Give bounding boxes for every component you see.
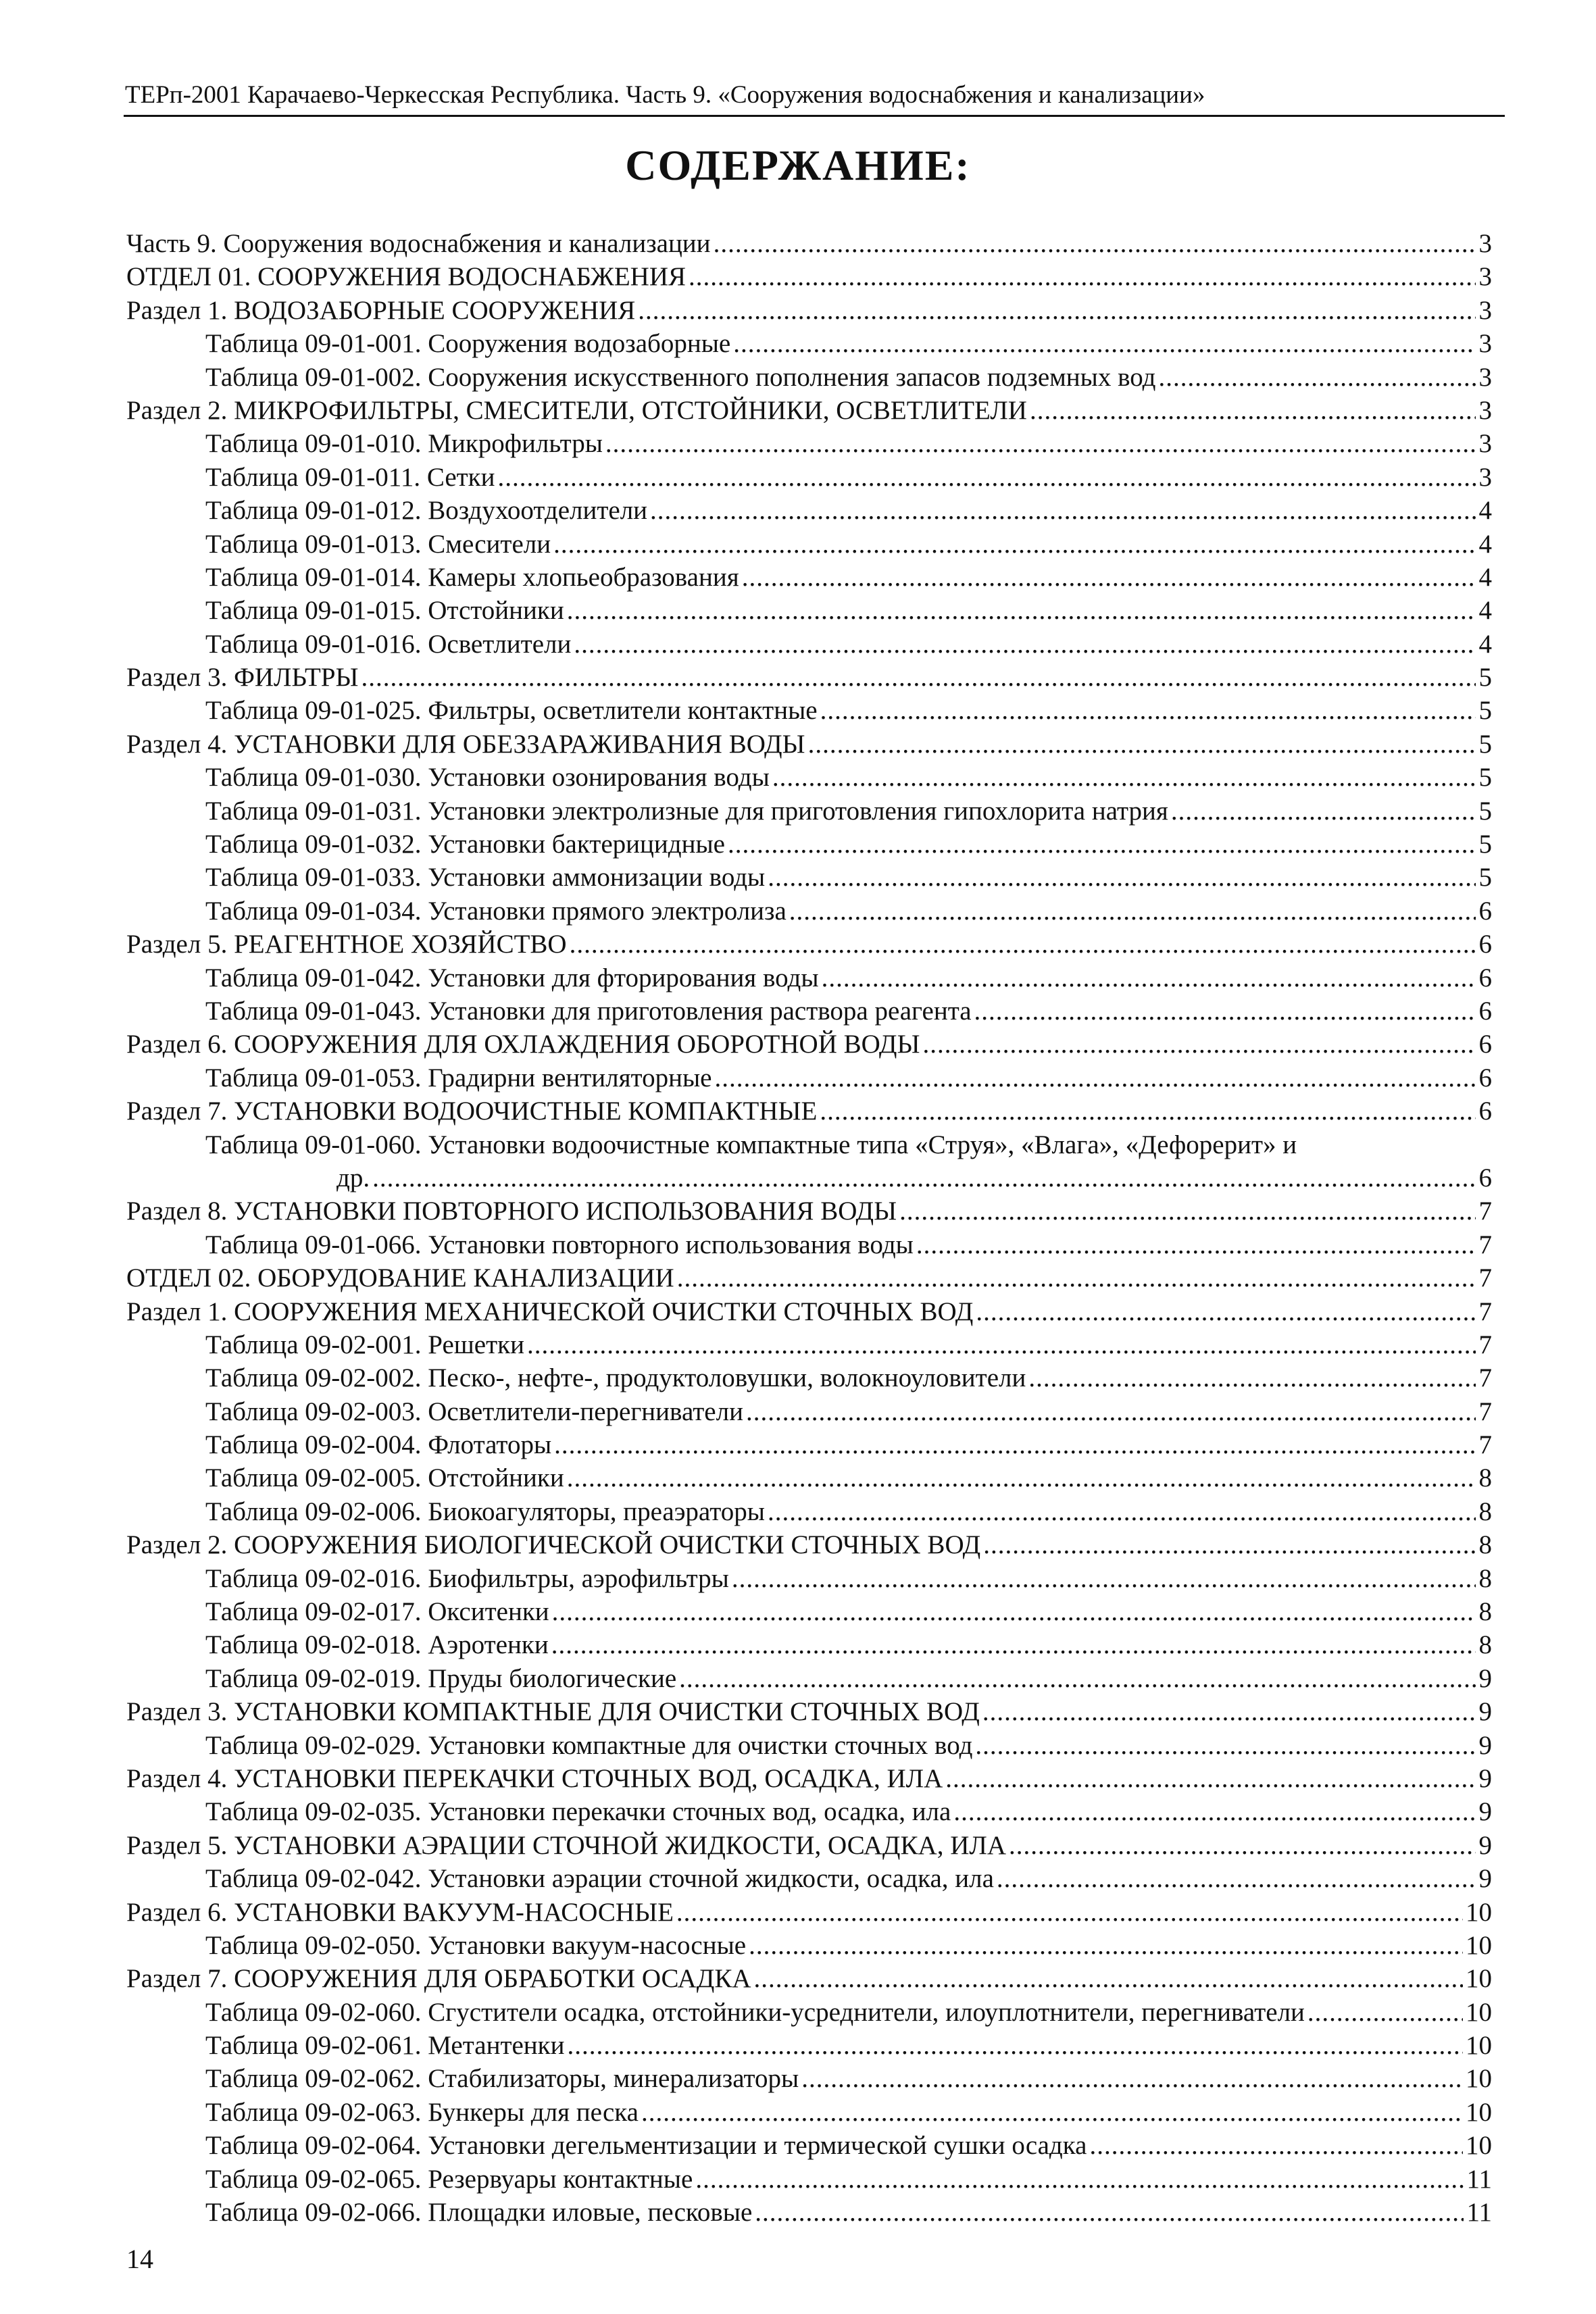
toc-entry-text: Часть 9. Сооружения водоснабжения и канализации [126,229,711,258]
toc-table-entry[interactable] [126,995,1492,1028]
toc-page-number: 6 [1478,930,1492,959]
header-rule [124,115,1505,117]
toc-leader-dots [638,294,1476,327]
toc-page-number: 6 [1478,1030,1492,1059]
toc-leader-dots [1009,1829,1476,1862]
toc-entry-text: Таблица 09-01-015. Отстойники [205,596,564,626]
toc-section-entry[interactable] [126,1028,1492,1061]
toc-table-entry[interactable] [126,1395,1492,1428]
toc-table-entry[interactable] [126,2163,1492,2196]
toc-page-number: 9 [1478,1663,1492,1693]
toc-entry-text: Таблица 09-01-025. Фильтры, осветлители контактные [205,696,818,726]
toc-page-number: 10 [1466,2097,1492,2127]
running-header: ТЕРп-2001 Карачаево-Черкесская Республика. Часть 9. «Сооружения водоснабжения и канализации» [125,81,1205,109]
page-number: 14 [126,2244,153,2274]
toc-table-entry[interactable] [126,327,1492,360]
toc-entry-text: Раздел 3. ФИЛЬТРЫ [126,663,359,693]
toc-leader-dots [361,661,1476,694]
toc-entry-text: Таблица 09-01-014. Камеры хлопьеобразования [205,562,739,592]
toc-entry-text: Таблица 09-02-035. Установки перекачки сточных вод, осадка, ила [205,1797,951,1827]
toc-entry-text: Таблица 09-02-062. Стабилизаторы, минерализаторы [205,2064,799,2094]
toc-page-number: 5 [1478,663,1492,693]
toc-page-number: 7 [1478,1263,1492,1293]
toc-page-number: 8 [1478,1630,1492,1660]
toc-entry-text: Раздел 8. УСТАНОВКИ ПОВТОРНОГО ИСПОЛЬЗОВАНИЯ ВОДЫ [126,1197,897,1226]
table-of-contents [126,227,1492,2229]
toc-entry-text: Таблица 09-01-031. Установки электролизные для приготовления гипохлорита натрия [205,796,1168,826]
toc-table-entry[interactable] [126,528,1492,561]
toc-entry-text: Таблица 09-01-043. Установки для приготовления раствора реагента [205,996,972,1026]
toc-page-number: 9 [1478,1763,1492,1793]
toc-leader-dots [676,1896,1463,1929]
toc-page-number: 9 [1478,1730,1492,1760]
toc-leader-dots [742,561,1476,594]
toc-leader-dots [650,494,1476,527]
toc-leader-dots [567,594,1476,627]
toc-entry-text: Таблица 09-01-001. Сооружения водозаборные [205,329,731,359]
toc-leader-dots [605,427,1476,460]
toc-entry-text: Раздел 2. СООРУЖЕНИЯ БИОЛОГИЧЕСКОЙ ОЧИСТКИ СТОЧНЫХ ВОД [126,1530,981,1560]
toc-leader-dots [754,1962,1463,1995]
toc-page-number: 7 [1478,1297,1492,1326]
toc-leader-dots [749,1929,1463,1962]
toc-entry-text: Таблица 09-02-060. Сгустители осадка, отстойники-усреднители, илоуплотнители, перегниватели [205,1997,1305,2027]
toc-entry-text: ОТДЕЛ 01. СООРУЖЕНИЯ ВОДОСНАБЖЕНИЯ [126,262,687,292]
toc-leader-dots [945,1762,1476,1795]
toc-page-number: 7 [1478,1430,1492,1460]
toc-page-number: 6 [1478,1163,1492,1192]
toc-section-entry[interactable] [126,1295,1492,1328]
toc-page-number: 5 [1478,830,1492,859]
toc-entry-text: Таблица 09-02-065. Резервуары контактные [205,2164,693,2194]
page-title: СОДЕРЖАНИЕ: [625,141,971,189]
toc-page-number: 9 [1478,1830,1492,1860]
toc-leader-dots [498,461,1476,494]
toc-leader-dots [820,694,1476,727]
toc-table-entry[interactable] [126,861,1492,894]
toc-section-entry[interactable] [126,1261,1492,1294]
toc-page-number: 6 [1478,996,1492,1026]
toc-page-number: 4 [1478,596,1492,626]
toc-leader-dots [733,327,1476,360]
toc-entry-text: Раздел 7. СООРУЖЕНИЯ ДЛЯ ОБРАБОТКИ ОСАДКА [126,1964,751,1994]
toc-entry-text: Таблица 09-02-005. Отстойники [205,1463,564,1493]
toc-entry-text: Раздел 6. УСТАНОВКИ ВАКУУМ-НАСОСНЫЕ [126,1897,674,1927]
toc-table-entry[interactable] [126,961,1492,995]
toc-leader-dots [820,1095,1476,1128]
toc-page-number: 3 [1478,329,1492,359]
toc-page-number: 5 [1478,863,1492,892]
toc-leader-dots [527,1328,1476,1361]
toc-page-number: 11 [1466,2198,1492,2228]
toc-section-entry[interactable] [126,1829,1492,1862]
toc-table-entry[interactable] [126,828,1492,861]
toc-entry-text: Таблица 09-02-016. Биофильтры, аэрофильтры [205,1563,729,1593]
toc-page-number: 11 [1466,2164,1492,2194]
toc-section-entry[interactable] [126,728,1492,761]
toc-entry-text: Таблица 09-02-064. Установки дегельментизации и термической сушки осадка [205,2131,1087,2161]
toc-entry-text: Таблица 09-02-001. Решетки [205,1330,524,1359]
toc-page-number: 10 [1466,1997,1492,2027]
toc-table-entry[interactable] [126,1996,1492,2029]
toc-table-entry[interactable] [126,2129,1492,2162]
toc-table-entry[interactable] [126,795,1492,828]
toc-section-entry[interactable] [126,294,1492,327]
toc-leader-dots [976,1295,1476,1328]
toc-leader-dots [552,1595,1476,1628]
toc-entry-text: Таблица 09-01-011. Сетки [205,462,495,492]
toc-section-entry[interactable] [126,227,1492,260]
toc-table-entry[interactable] [126,1562,1492,1595]
toc-page-number: 10 [1466,2131,1492,2161]
toc-table-entry[interactable] [126,461,1492,494]
toc-page-number: 8 [1478,1496,1492,1526]
toc-page-number: 3 [1478,395,1492,425]
toc-page-number: 6 [1478,963,1492,992]
toc-entry-text: Таблица 09-02-042. Установки аэрации сточной жидкости, осадка, ила [205,1864,994,1894]
toc-entry-text: Таблица 09-02-003. Осветлители-перегниватели [205,1397,743,1426]
toc-entry-text: Раздел 4. УСТАНОВКИ ПЕРЕКАЧКИ СТОЧНЫХ ВОД, ОСАДКА, ИЛА [126,1763,943,1793]
toc-page-number: 8 [1478,1530,1492,1560]
toc-leader-dots [568,2029,1464,2062]
toc-entry-text: Таблица 09-02-029. Установки компактные для очистки сточных вод [205,1730,973,1760]
toc-section-entry[interactable] [126,1194,1492,1228]
toc-page-number: 5 [1478,729,1492,759]
toc-leader-dots [916,1228,1476,1261]
toc-leader-dots [1028,1361,1476,1394]
toc-page-number: 7 [1478,1197,1492,1226]
toc-table-entry[interactable] [126,1628,1492,1661]
toc-table-entry[interactable] [126,761,1492,794]
toc-page-number: 9 [1478,1864,1492,1894]
toc-table-entry[interactable] [126,1361,1492,1394]
toc-leader-dots [1030,394,1476,427]
toc-leader-dots [789,895,1476,928]
toc-leader-dots [772,761,1476,794]
toc-entry-text: Таблица 09-01-042. Установки для фторирования воды [205,963,819,992]
toc-table-entry[interactable] [126,2062,1492,2095]
toc-leader-dots [574,628,1476,661]
toc-section-entry[interactable] [126,1695,1492,1728]
toc-entry-text: Таблица 09-01-053. Градирни вентиляторные [205,1063,712,1092]
toc-page-number: 3 [1478,429,1492,459]
toc-table-entry[interactable] [126,1795,1492,1828]
toc-table-entry[interactable] [126,1328,1492,1361]
toc-section-entry[interactable] [126,661,1492,694]
toc-table-entry[interactable] [126,1729,1492,1762]
toc-section-entry[interactable] [126,1528,1492,1561]
toc-page-number: 10 [1466,1897,1492,1927]
toc-section-entry[interactable] [126,260,1492,293]
toc-leader-dots [372,1161,1476,1194]
toc-page-number: 6 [1478,1097,1492,1126]
toc-table-entry[interactable] [126,361,1492,394]
toc-leader-dots [755,2196,1464,2229]
toc-page-number: 7 [1478,1230,1492,1259]
toc-page-number: 6 [1478,1063,1492,1092]
toc-table-entry[interactable] [126,561,1492,594]
toc-section-entry[interactable] [126,1896,1492,1929]
toc-leader-dots [1307,1996,1463,2029]
toc-page-number: 10 [1466,2064,1492,2094]
toc-leader-dots [570,928,1476,961]
toc-table-entry[interactable] [126,1161,1492,1194]
toc-leader-dots [1089,2129,1463,2162]
toc-entry-text: Таблица 09-02-004. Флотаторы [205,1430,552,1460]
toc-entry-text: Раздел 7. УСТАНОВКИ ВОДООЧИСТНЫЕ КОМПАКТНЫЕ [126,1097,818,1126]
toc-page-number: 5 [1478,763,1492,793]
toc-entry-text: Таблица 09-01-032. Установки бактерицидные [205,830,725,859]
toc-section-entry[interactable] [126,394,1492,427]
toc-page-number: 7 [1478,1330,1492,1359]
toc-entry-text: Таблица 09-01-016. Осветлители [205,629,572,659]
toc-leader-dots [567,1461,1476,1494]
toc-page-number: 3 [1478,462,1492,492]
toc-leader-dots [714,227,1476,260]
toc-entry-text: Таблица 09-02-017. Окситенки [205,1597,549,1627]
toc-page-number: 9 [1478,1797,1492,1827]
toc-page-number: 8 [1478,1463,1492,1493]
toc-table-entry[interactable] [126,1461,1492,1494]
toc-entry-text: Таблица 09-01-013. Смесители [205,529,551,559]
toc-leader-dots [1171,795,1476,828]
toc-leader-dots [1159,361,1476,394]
toc-leader-dots [746,1395,1476,1428]
toc-page-number: 7 [1478,1397,1492,1426]
toc-leader-dots [768,1495,1476,1528]
toc-leader-dots [553,528,1476,561]
toc-leader-dots [728,828,1476,861]
toc-page-number: 6 [1478,896,1492,926]
toc-table-entry[interactable] [126,895,1492,928]
toc-page-number: 7 [1478,1363,1492,1393]
toc-leader-dots [975,1729,1476,1762]
toc-entry-text: Таблица 09-01-060. Установки водоочистные компактные типа «Струя», «Влага», «Дефорерит» и [205,1130,1297,1159]
toc-entry-text: Таблица 09-02-018. Аэротенки [205,1630,549,1660]
toc-entry-text: Таблица 09-02-066. Площадки иловые, песковые [205,2198,753,2228]
toc-leader-dots [974,995,1476,1028]
toc-page-number: 10 [1466,2031,1492,2061]
toc-page-number: 5 [1478,696,1492,726]
toc-leader-dots [801,2062,1463,2095]
toc-entry-text: Таблица 09-02-002. Песко-, нефте-, продуктоловушки, волокноуловители [205,1363,1026,1393]
toc-entry-text: Раздел 6. СООРУЖЕНИЯ ДЛЯ ОХЛАЖДЕНИЯ ОБОРОТНОЙ ВОДЫ [126,1030,920,1059]
toc-entry-text: др. [336,1163,370,1192]
toc-entry-text: Раздел 5. УСТАНОВКИ АЭРАЦИИ СТОЧНОЙ ЖИДКОСТИ, ОСАДКА, ИЛА [126,1830,1006,1860]
toc-page-number: 4 [1478,629,1492,659]
toc-entry-text: Таблица 09-01-066. Установки повторного использования воды [205,1230,914,1259]
toc-table-entry[interactable] [126,1228,1492,1261]
toc-leader-dots [689,260,1476,293]
toc-entry-text: Таблица 09-02-006. Биокоагуляторы, преаэраторы [205,1496,765,1526]
toc-leader-dots [953,1795,1476,1828]
toc-entry-text: ОТДЕЛ 02. ОБОРУДОВАНИЕ КАНАЛИЗАЦИИ [126,1263,674,1293]
toc-entry-text: Таблица 09-02-063. Бункеры для песка [205,2097,639,2127]
toc-leader-dots [983,1528,1476,1561]
toc-entry-text: Таблица 09-01-010. Микрофильтры [205,429,603,459]
toc-entry-text: Таблица 09-01-002. Сооружения искусственного пополнения запасов подземных вод [205,362,1156,392]
toc-leader-dots [677,1261,1476,1294]
toc-leader-dots [922,1028,1476,1061]
toc-table-entry[interactable] [126,594,1492,627]
toc-entry-text: Таблица 09-02-061. Метантенки [205,2031,565,2061]
toc-table-entry[interactable] [126,2029,1492,2062]
toc-leader-dots [641,2096,1463,2129]
toc-table-entry[interactable] [126,1862,1492,1895]
toc-leader-dots [982,1695,1476,1728]
toc-leader-dots [808,728,1476,761]
toc-table-entry[interactable] [126,2196,1492,2229]
toc-section-entry[interactable] [126,928,1492,961]
toc-page-number: 4 [1478,496,1492,526]
toc-entry-text: Таблица 09-02-050. Установки вакуум-насосные [205,1930,747,1960]
toc-page-number: 3 [1478,295,1492,325]
toc-entry-text: Таблица 09-01-012. Воздухоотделители [205,496,648,526]
toc-leader-dots [695,2163,1464,2196]
toc-table-entry[interactable] [126,427,1492,460]
toc-page-number: 3 [1478,229,1492,258]
toc-section-entry[interactable] [126,1095,1492,1128]
toc-leader-dots [899,1194,1476,1228]
toc-page-number: 10 [1466,1930,1492,1960]
toc-entry-text: Раздел 5. РЕАГЕНТНОЕ ХОЗЯЙСТВО [126,930,567,959]
toc-page-number: 8 [1478,1563,1492,1593]
toc-entry-text: Таблица 09-01-033. Установки аммонизации воды [205,863,766,892]
toc-leader-dots [822,961,1476,995]
toc-table-entry[interactable] [126,1595,1492,1628]
toc-table-entry[interactable] [126,628,1492,661]
toc-table-entry[interactable] [126,694,1492,727]
toc-page-number: 3 [1478,362,1492,392]
toc-page-number: 5 [1478,796,1492,826]
toc-page-number: 4 [1478,562,1492,592]
toc-table-entry[interactable] [126,1061,1492,1095]
toc-table-entry[interactable] [126,1128,1492,1161]
toc-table-entry[interactable] [126,494,1492,527]
toc-leader-dots [732,1562,1476,1595]
toc-section-entry[interactable] [126,1962,1492,1995]
toc-page-number: 8 [1478,1597,1492,1627]
toc-entry-text: Раздел 4. УСТАНОВКИ ДЛЯ ОБЕЗЗАРАЖИВАНИЯ ВОДЫ [126,729,805,759]
toc-entry-text: Таблица 09-01-030. Установки озонирования воды [205,763,770,793]
toc-entry-text: Раздел 1. СООРУЖЕНИЯ МЕХАНИЧЕСКОЙ ОЧИСТКИ СТОЧНЫХ ВОД [126,1297,974,1326]
toc-page-number: 3 [1478,262,1492,292]
toc-page-number: 4 [1478,529,1492,559]
toc-leader-dots [714,1061,1476,1095]
toc-leader-dots [679,1662,1476,1695]
toc-leader-dots [554,1428,1476,1461]
toc-entry-text: Таблица 09-01-034. Установки прямого электролиза [205,896,787,926]
toc-leader-dots [997,1862,1476,1895]
toc-table-entry[interactable] [126,1495,1492,1528]
toc-page-number: 10 [1466,1964,1492,1994]
toc-table-entry[interactable] [126,1428,1492,1461]
toc-table-entry[interactable] [126,1929,1492,1962]
toc-table-entry[interactable] [126,2096,1492,2129]
toc-entry-text: Раздел 3. УСТАНОВКИ КОМПАКТНЫЕ ДЛЯ ОЧИСТКИ СТОЧНЫХ ВОД [126,1697,980,1727]
toc-entry-text: Раздел 1. ВОДОЗАБОРНЫЕ СООРУЖЕНИЯ [126,295,636,325]
toc-entry-text: Таблица 09-02-019. Пруды биологические [205,1663,677,1693]
toc-leader-dots [551,1628,1476,1661]
toc-page-number: 9 [1478,1697,1492,1727]
toc-entry-text: Раздел 2. МИКРОФИЛЬТРЫ, СМЕСИТЕЛИ, ОТСТОЙНИКИ, ОСВЕТЛИТЕЛИ [126,395,1027,425]
toc-section-entry[interactable] [126,1762,1492,1795]
toc-table-entry[interactable] [126,1662,1492,1695]
toc-leader-dots [768,861,1476,894]
